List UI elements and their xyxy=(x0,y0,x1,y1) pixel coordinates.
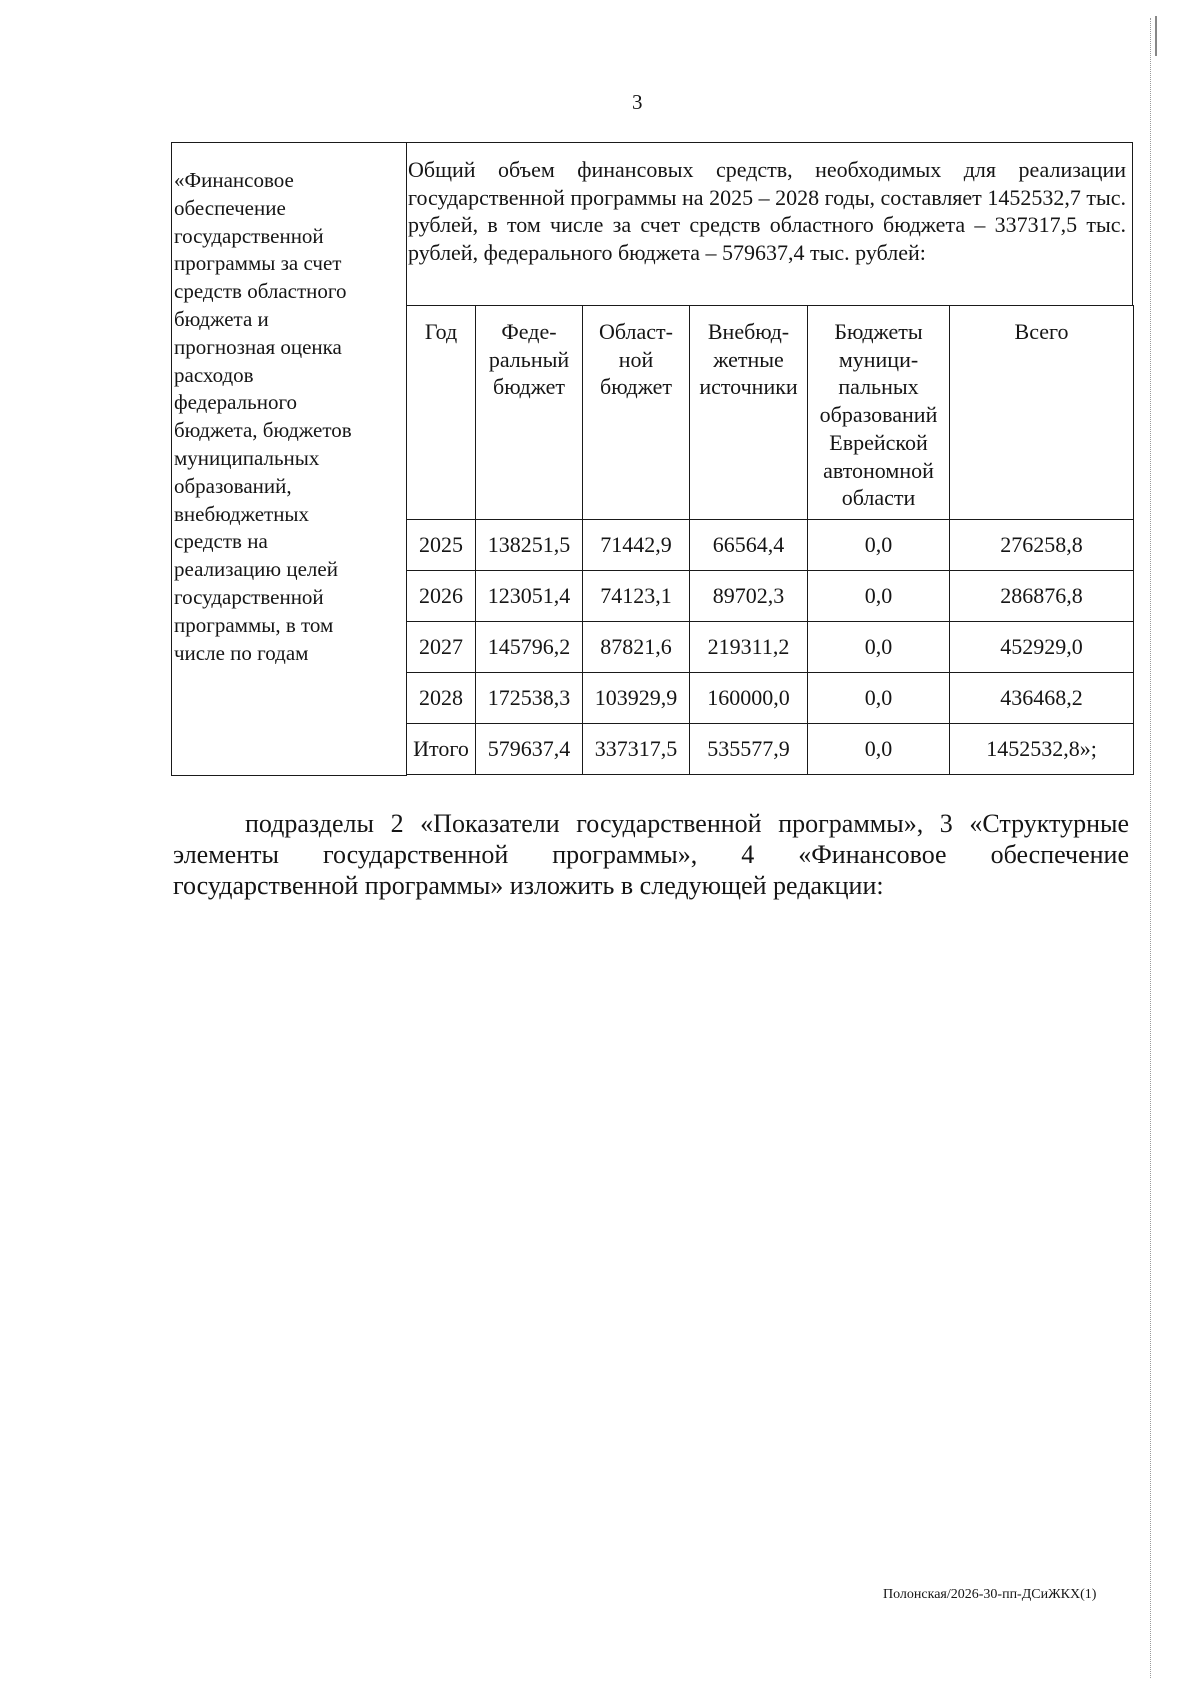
table-total-row xyxy=(407,724,1134,775)
amendment-paragraph: подразделы 2 «Показатели государственной программы», 3 «Структурные элементы государственной программы», 4 «Финансовое обеспечение государственной программы» изложить в следующей редакции: xyxy=(173,809,1129,900)
cell-federal: 145796,2 xyxy=(476,622,583,673)
header-total: Всего xyxy=(950,306,1134,520)
cell-year: 2026 xyxy=(407,571,476,622)
cell-federal: 579637,4 xyxy=(476,724,583,775)
cell-total: 452929,0 xyxy=(950,622,1134,673)
document-reference: Полонская/2026-30-пп-ДСиЖКХ(1) xyxy=(883,1587,1097,1602)
cell-regional: 337317,5 xyxy=(583,724,690,775)
cell-total: 276258,8 xyxy=(950,520,1134,571)
budget-table xyxy=(406,305,1134,775)
cell-regional: 71442,9 xyxy=(583,520,690,571)
cell-regional: 87821,6 xyxy=(583,622,690,673)
table-row xyxy=(407,673,1134,724)
cell-federal: 123051,4 xyxy=(476,571,583,622)
cell-extra-budgetary: 160000,0 xyxy=(690,673,808,724)
cell-municipal: 0,0 xyxy=(808,571,950,622)
scan-edge-mark xyxy=(1155,16,1157,56)
cell-municipal: 0,0 xyxy=(808,724,950,775)
cell-total: 436468,2 xyxy=(950,673,1134,724)
table-row xyxy=(407,571,1134,622)
cell-year: Итого xyxy=(407,724,476,775)
header-year: Год xyxy=(407,306,476,520)
page-number: 3 xyxy=(632,90,643,114)
header-federal-budget: Феде- ральный бюджет xyxy=(476,306,583,520)
cell-year: 2028 xyxy=(407,673,476,724)
cell-federal: 138251,5 xyxy=(476,520,583,571)
cell-extra-budgetary: 219311,2 xyxy=(690,622,808,673)
header-regional-budget: Област- ной бюджет xyxy=(583,306,690,520)
cell-municipal: 0,0 xyxy=(808,673,950,724)
cell-extra-budgetary: 535577,9 xyxy=(690,724,808,775)
financing-summary-text: Общий объем финансовых средств, необходимых для реализации государственной программы на 2025 – 2028 годы, составляет 1452532,7 тыс. рублей, в том числе за счет средств областного бюджета – 337317,5 тыс. рублей, федерального бюджета – 579637,4 тыс. рублей: xyxy=(408,157,1126,265)
cell-total: 1452532,8»; xyxy=(950,724,1134,775)
cell-municipal: 0,0 xyxy=(808,520,950,571)
cell-municipal: 0,0 xyxy=(808,622,950,673)
table-row xyxy=(407,622,1134,673)
cell-total: 286876,8 xyxy=(950,571,1134,622)
cell-regional: 74123,1 xyxy=(583,571,690,622)
cell-year: 2025 xyxy=(407,520,476,571)
header-extra-budgetary: Внебюд- жетные источники xyxy=(690,306,808,520)
cell-federal: 172538,3 xyxy=(476,673,583,724)
table-row xyxy=(407,520,1134,571)
header-municipal-budgets: Бюджеты муници- пальных образований Еврейской автономной области xyxy=(808,306,950,520)
cell-extra-budgetary: 66564,4 xyxy=(690,520,808,571)
cell-regional: 103929,9 xyxy=(583,673,690,724)
cell-extra-budgetary: 89702,3 xyxy=(690,571,808,622)
budget-table-header-row xyxy=(407,306,1134,520)
cell-year: 2027 xyxy=(407,622,476,673)
financing-label-text: «Финансовое обеспечение государственной программы за счет средств областного бюджета и прогнозная оценка расходов федерального бюджета, бюджетов муниципальных образований, внебюджетных средств на реализацию целей государственной программы, в том числе по годам xyxy=(174,168,352,665)
scan-edge-line xyxy=(1150,18,1152,1678)
